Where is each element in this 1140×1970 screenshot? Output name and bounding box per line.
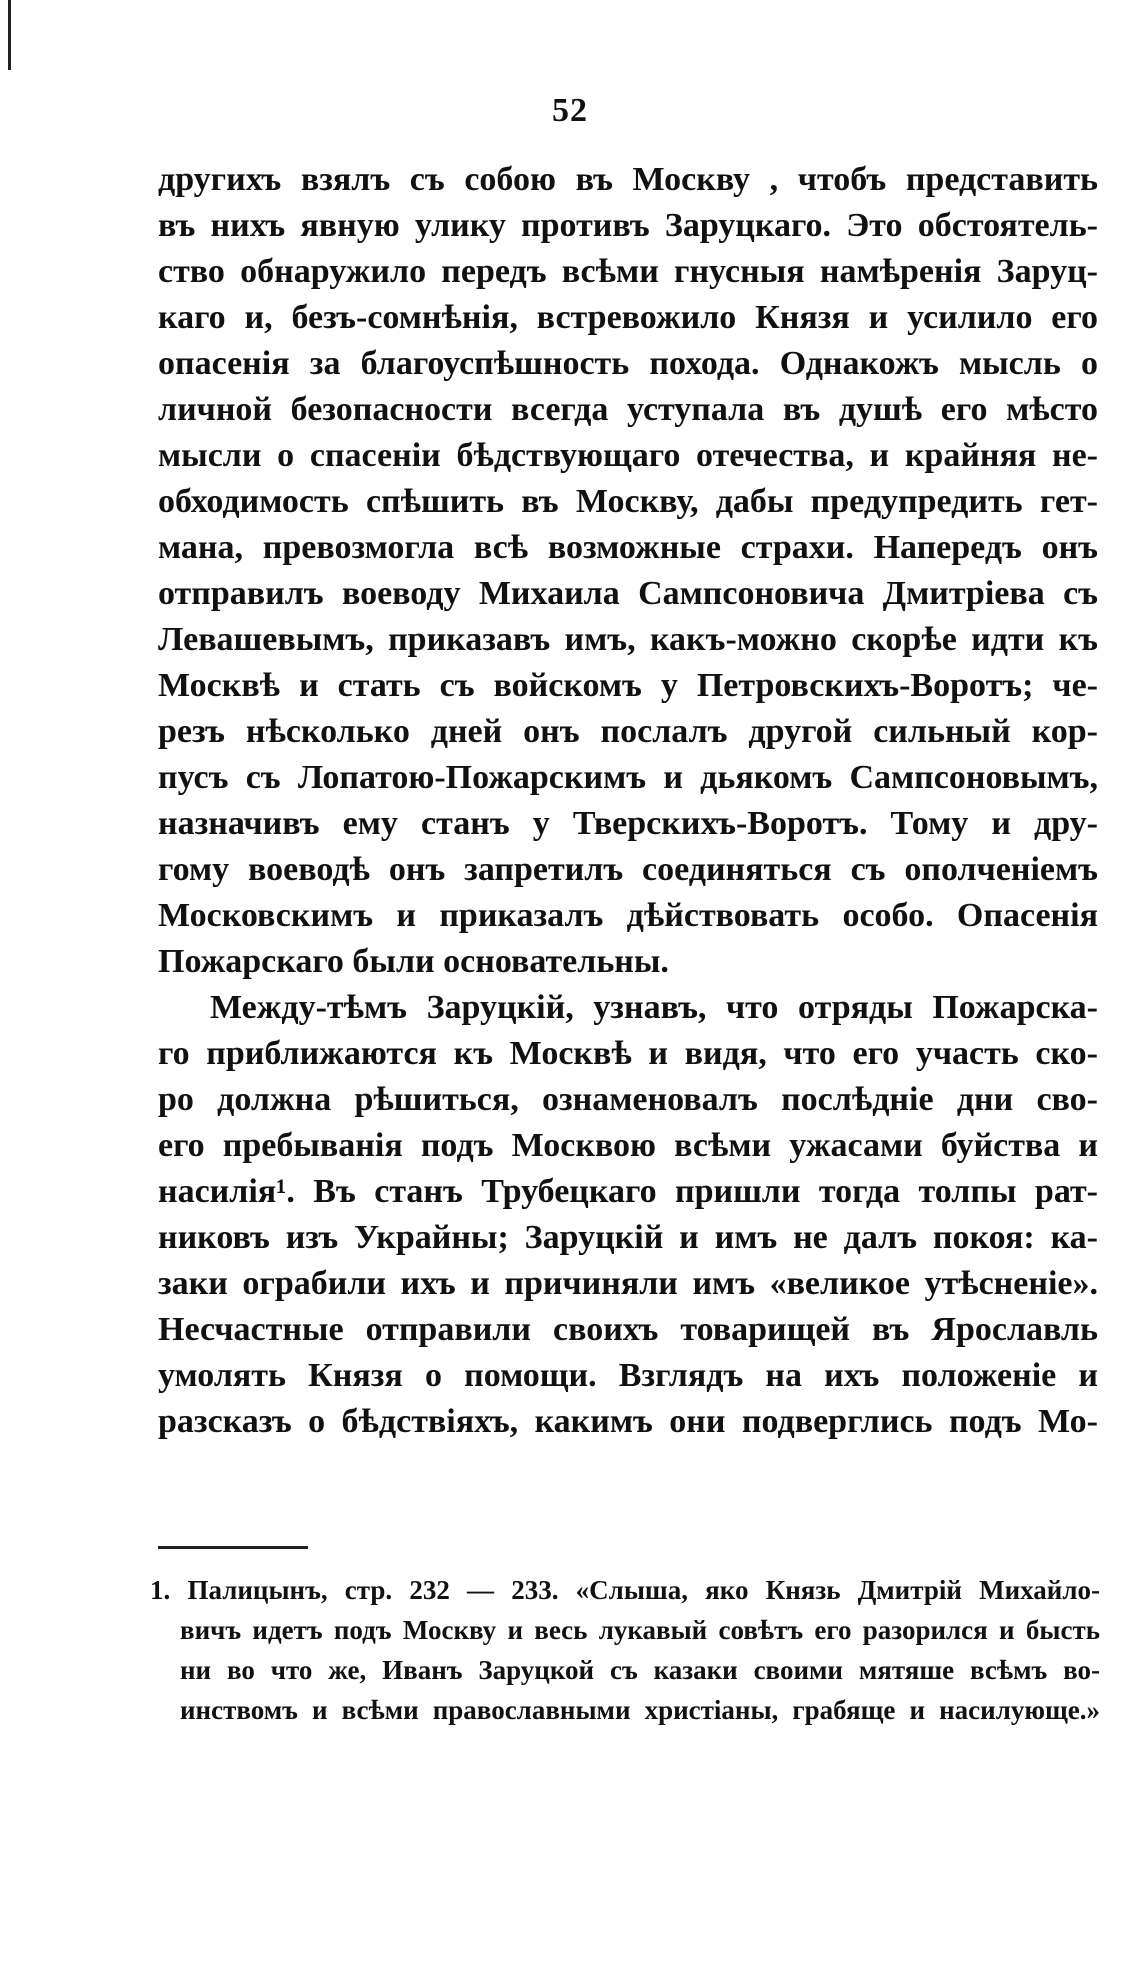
text-line: обходимость спѣшить въ Москву, дабы предупредить гет- bbox=[158, 483, 1098, 520]
text-line: каго и, безъ-сомнѣнія, встревожило Князя и усилило его bbox=[158, 299, 1098, 336]
text-line: разсказъ о бѣдствіяхъ, какимъ они подверглись подъ Мо- bbox=[158, 1403, 1098, 1440]
footnote-line: вичъ идетъ подъ Москву и весь лукавый совѣтъ его разорился и бысть bbox=[180, 1615, 1100, 1645]
footnote-line: ни во что же, Иванъ Заруцкой съ казаки своими мятяше всѣмъ во- bbox=[180, 1655, 1100, 1685]
text-line: насилія¹. Въ станъ Трубецкаго пришли тогда толпы рат- bbox=[158, 1173, 1098, 1210]
text-line: умолять Князя о помощи. Взглядъ на ихъ положеніе и bbox=[158, 1357, 1098, 1394]
text-line: никовъ изъ Украйны; Заруцкій и имъ не далъ покоя: ка- bbox=[158, 1219, 1098, 1256]
page-number: 52 bbox=[552, 92, 588, 129]
footnotes bbox=[150, 1570, 1100, 1730]
text-line: его пребыванія подъ Москвою всѣми ужасами буйства и bbox=[158, 1127, 1098, 1164]
text-line: заки ограбили ихъ и причиняли имъ «великое утѣсненіе». bbox=[158, 1265, 1098, 1302]
text-line: гому воеводѣ онъ запретилъ соединяться съ ополченіемъ bbox=[158, 851, 1098, 888]
text-line: назначивъ ему станъ у Тверскихъ-Воротъ. Тому и дру- bbox=[158, 805, 1098, 842]
text-line: Пожарскаго были основательны. bbox=[158, 943, 669, 980]
text-line: пусъ съ Лопатою-Пожарскимъ и дьякомъ Сампсоновымъ, bbox=[158, 759, 1098, 796]
text-line: Несчастные отправили своихъ товарищей въ Ярославль bbox=[158, 1311, 1098, 1348]
text-line: ство обнаружило передъ всѣми гнусныя намѣренія Заруц- bbox=[158, 253, 1098, 290]
text-line: Левашевымъ, приказавъ имъ, какъ-можно скорѣе идти къ bbox=[158, 621, 1098, 658]
text-line: Москвѣ и стать съ войскомъ у Петровскихъ-Воротъ; че- bbox=[158, 667, 1098, 704]
text-line: резъ нѣсколько дней онъ послалъ другой сильный кор- bbox=[158, 713, 1098, 750]
text-line: мысли о спасеніи бѣдствующаго отечества, и крайняя не- bbox=[158, 437, 1098, 474]
text-line: Московскимъ и приказалъ дѣйствовать особо. Опасенія bbox=[158, 897, 1098, 934]
text-line: отправилъ воеводу Михаила Сампсоновича Дмитріева съ bbox=[158, 575, 1098, 612]
footnote-line: инствомъ и всѣми православными христіаны, грабяще и насилующе.» bbox=[180, 1695, 1100, 1725]
page-edge-line bbox=[8, 0, 11, 70]
text-line: го приближаются къ Москвѣ и видя, что его участь ско- bbox=[158, 1035, 1098, 1072]
text-line: опасенія за благоуспѣшность похода. Однакожъ мысль о bbox=[158, 345, 1098, 382]
text-line: другихъ взялъ съ собою въ Москву , чтобъ представить bbox=[158, 161, 1098, 198]
text-line: мана, превозмогла всѣ возможные страхи. Напередъ онъ bbox=[158, 529, 1098, 566]
footnote-separator bbox=[158, 1546, 308, 1549]
text-line: личной безопасности всегда уступала въ душѣ его мѣсто bbox=[158, 391, 1098, 428]
text-line: Между-тѣмъ Заруцкій, узнавъ, что отряды Пожарска- bbox=[210, 989, 1098, 1026]
footnote-line: 1. Палицынъ, стр. 232 — 233. «Слыша, яко Князь Дмитрій Михайло- bbox=[150, 1575, 1100, 1605]
text-line: въ нихъ явную улику противъ Заруцкаго. Это обстоятель- bbox=[158, 207, 1098, 244]
body-text bbox=[158, 157, 1098, 1445]
text-line: ро должна рѣшиться, ознаменовалъ послѣдніе дни сво- bbox=[158, 1081, 1098, 1118]
